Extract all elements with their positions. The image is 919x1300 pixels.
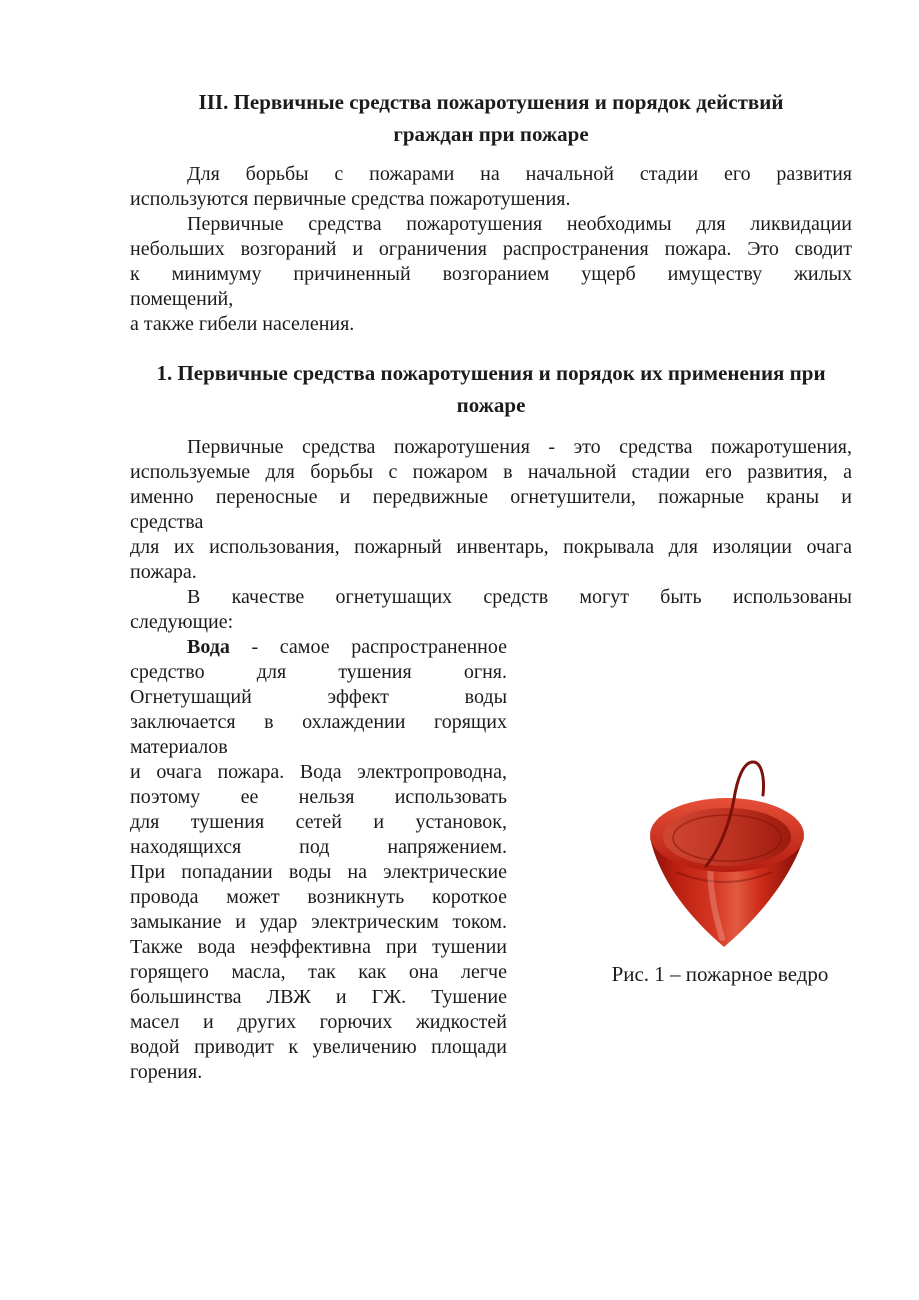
text-line: поэтому ее нельзя использовать — [130, 786, 507, 808]
text-line: к минимуму причиненный возгоранием ущерб имуществу жилых — [130, 263, 852, 285]
text-line: заключается в охлаждении горящих — [130, 711, 507, 733]
text-line: небольших возгораний и ограничения распространения пожара. Это сводит — [130, 238, 852, 260]
text-line: водой приводит к увеличению площади — [130, 1036, 507, 1058]
text-line: масел и других горючих жидкостей — [130, 1011, 507, 1033]
water-term-bold: Вода — [187, 636, 230, 658]
text-line: большинства ЛВЖ и ГЖ. Тушение — [130, 986, 507, 1008]
section-heading-line: 1. Первичные средства пожаротушения и порядок их применения при — [156, 361, 826, 385]
text-line: следующие: — [130, 611, 234, 633]
water-paragraph — [130, 635, 507, 1085]
intro-paragraphs — [130, 162, 852, 337]
water-term-rest: - самое распространенное — [251, 636, 507, 658]
text-line: Для борьбы с пожарами на начальной стадии его развития — [187, 163, 852, 185]
text-line: замыкание и удар электрическим током. — [130, 911, 507, 933]
text-line: находящихся под напряжением. — [130, 836, 507, 858]
text-line: средства — [130, 511, 204, 533]
text-line: средство для тушения огня. — [130, 661, 507, 683]
section-heading — [130, 357, 852, 421]
text-line: Также вода неэффективна при тушении — [130, 936, 507, 958]
text-line: и очага пожара. Вода электропроводна, — [130, 761, 507, 783]
bucket-opening — [663, 808, 791, 866]
text-line: горящего масла, так как она легче — [130, 961, 507, 983]
text-line: для тушения сетей и установок, — [130, 811, 507, 833]
section1-paragraphs — [130, 435, 852, 635]
text-line: материалов — [130, 736, 228, 758]
text-line: В качестве огнетушащих средств могут быть использованы — [187, 586, 852, 608]
text-line: горения. — [130, 1061, 203, 1083]
text-line: помещений, — [130, 288, 234, 310]
text-line — [130, 635, 507, 660]
figure-caption: Рис. 1 – пожарное ведро — [611, 962, 829, 986]
text-line: именно переносные и передвижные огнетушители, пожарные краны и — [130, 486, 852, 508]
text-line: используются первичные средства пожаротушения. — [130, 188, 571, 210]
fire-bucket-image — [600, 750, 830, 955]
text-line: Первичные средства пожаротушения - это средства пожаротушения, — [187, 436, 852, 458]
text-line: провода может возникнуть короткое — [130, 886, 507, 908]
text-line: а также гибели населения. — [130, 313, 355, 335]
section-heading-line: пожаре — [456, 393, 526, 417]
document-title-line: граждан при пожаре — [393, 122, 589, 146]
document-title-line: III. Первичные средства пожаротушения и порядок действий — [198, 90, 784, 114]
text-line: для их использования, пожарный инвентарь, покрывала для изоляции очага — [130, 536, 852, 558]
text-line: Первичные средства пожаротушения необходимы для ликвидации — [187, 213, 852, 235]
text-line: пожара. — [130, 561, 197, 583]
text-line: используемые для борьбы с пожаром в начальной стадии его развития, а — [130, 461, 852, 483]
text-line: При попадании воды на электрические — [130, 861, 507, 883]
document-title — [130, 86, 852, 150]
text-line: Огнетушащий эффект воды — [130, 686, 507, 708]
